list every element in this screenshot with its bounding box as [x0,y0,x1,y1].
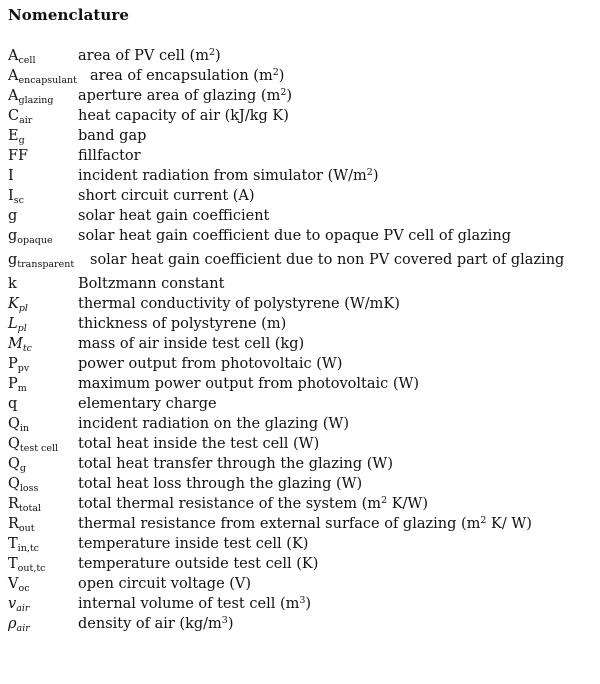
entry-definition [8,146,596,166]
definition-text: solar heat gain coefficient [78,208,270,224]
definition-text: internal volume of test cell (m [78,596,300,612]
unit-exponent: 2 [480,515,487,526]
nomenclature-entry [8,274,596,294]
entry-symbol [8,614,30,639]
nomenclature-entry [8,534,596,554]
symbol-base: g [8,208,18,224]
entry-definition [8,414,596,434]
symbol-base: g [8,252,18,268]
nomenclature-entry [8,594,596,614]
entry-definition [8,334,596,354]
nomenclature-entry [8,554,596,574]
nomenclature-entry [8,454,596,474]
symbol-subscript: pl [17,323,27,334]
definition-text: thickness of polystyrene (m) [78,316,287,332]
unit-exponent: 3 [299,595,306,606]
entry-definition [8,166,596,186]
symbol-subscript: total [18,503,41,514]
definition-text: area of encapsulation (m [90,68,273,84]
symbol-base: K [8,296,19,312]
entry-definition [8,86,596,106]
nomenclature-entry [8,206,596,226]
symbol-subscript: encapsulant [18,75,77,86]
symbol-subscript: transparent [17,259,75,270]
symbol-base: Q [8,476,20,492]
symbol-base: M [8,336,23,352]
nomenclature-entry [8,374,596,394]
nomenclature-entry [8,46,596,66]
symbol-subscript: test cell [19,443,59,454]
definition-text: fillfactor [78,148,141,164]
definition-tail: ) [305,596,312,612]
symbol-subscript: g [18,135,25,146]
symbol-base: A [8,48,19,64]
definition-text: solar heat gain coefficient due to non PV covered part of glazing [90,252,565,268]
nomenclature-entry [8,166,596,186]
nomenclature-entry [8,614,596,634]
symbol-subscript: m [17,383,27,394]
symbol-subscript: out,tc [17,563,46,574]
symbol-base: T [8,536,18,552]
definition-text: solar heat gain coefficient due to opaque PV cell of glazing [78,228,512,244]
definition-text: thermal conductivity of polystyrene (W/mK) [78,296,400,312]
nomenclature-entry [8,126,596,146]
entry-definition [8,514,596,534]
entry-symbol [8,146,28,166]
symbol-base: Q [8,416,20,432]
symbol-base: C [8,108,20,124]
entry-definition [8,274,596,294]
unit-exponent: 2 [366,167,373,178]
definition-text: total heat transfer through the glazing (W) [78,456,393,472]
symbol-subscript: cell [18,55,36,66]
symbol-subscript: pl [18,303,28,314]
entry-definition [8,66,596,86]
symbol-subscript: out [18,523,35,534]
definition-text: heat capacity of air (kJ/kg K) [78,108,289,124]
entry-definition [8,434,596,454]
symbol-base: T [8,556,18,572]
definition-text: power output from photovoltaic (W) [78,356,343,372]
nomenclature-entry [8,394,596,414]
unit-exponent: 3 [221,615,228,626]
entry-definition [8,126,596,146]
symbol-base: Q [8,436,20,452]
symbol-subscript: loss [19,483,39,494]
definition-tail: ) [372,168,379,184]
definition-text: open circuit voltage (V) [78,576,252,592]
symbol-base: A [8,68,19,84]
nomenclature-entry [8,106,596,126]
symbol-base: I [8,168,14,184]
entry-definition [8,394,596,414]
symbol-base: q [8,396,18,412]
nomenclature-entry [8,474,596,494]
entry-symbol [8,206,17,226]
nomenclature-entry [8,86,596,106]
definition-text: Boltzmann constant [78,276,225,292]
nomenclature-entry [8,146,596,166]
unit-exponent: 2 [208,47,215,58]
nomenclature-entry [8,314,596,334]
entry-definition [8,534,596,554]
definition-text: temperature inside test cell (K) [78,536,309,552]
symbol-subscript: tc [22,343,32,354]
entry-definition [8,186,596,206]
definition-text: total thermal resistance of the system (m [78,496,382,512]
nomenclature-entry [8,66,596,86]
unit-exponent: 2 [280,87,287,98]
definition-text: total heat loss through the glazing (W) [78,476,363,492]
entry-definition [8,250,596,270]
symbol-base: A [8,88,19,104]
symbol-base: R [8,516,19,532]
definition-text: incident radiation from simulator (W/m [78,168,367,184]
definition-tail: ) [227,616,234,632]
entry-symbol [8,166,14,186]
entry-symbol [8,250,74,275]
entry-definition [8,354,596,374]
entry-definition [8,226,596,246]
definition-text: area of PV cell (m [78,48,209,64]
definition-tail: K/ W) [486,516,532,532]
symbol-base: P [8,376,18,392]
nomenclature-entry [8,414,596,434]
unit-exponent: 2 [381,495,388,506]
entry-definition [8,454,596,474]
symbol-subscript: air [16,623,30,634]
definition-text: temperature outside test cell (K) [78,556,319,572]
symbol-subscript: opaque [17,235,53,246]
entry-definition [8,294,596,314]
nomenclature-entry [8,494,596,514]
entry-definition [8,614,596,634]
definition-text: total heat inside the test cell (W) [78,436,320,452]
nomenclature-entry [8,186,596,206]
unit-exponent: 2 [272,67,279,78]
entry-symbol [8,226,53,251]
symbol-base: I [8,188,14,204]
nomenclature-entry [8,250,596,270]
entry-definition [8,474,596,494]
nomenclature-entry [8,294,596,314]
definition-tail: K/W) [387,496,428,512]
definition-text: density of air (kg/m [78,616,222,632]
symbol-base: V [8,576,19,592]
symbol-subscript: air [19,115,33,126]
nomenclature-entry [8,354,596,374]
entry-definition [8,374,596,394]
symbol-base: g [8,228,18,244]
definition-tail: ) [286,88,293,104]
definition-text: thermal resistance from external surface of glazing (m [78,516,481,532]
definition-text: mass of air inside test cell (kg) [78,336,305,352]
definition-tail: ) [278,68,285,84]
symbol-base: Q [8,456,20,472]
nomenclature-entry [8,514,596,534]
symbol-base: v [8,596,17,612]
entry-definition [8,206,596,226]
symbol-subscript: air [16,603,30,614]
definition-text: maximum power output from photovoltaic (W) [78,376,420,392]
nomenclature-entry [8,434,596,454]
entry-definition [8,554,596,574]
entry-definition [8,574,596,594]
definition-text: short circuit current (A) [78,188,255,204]
symbol-base: ρ [8,616,17,632]
entry-symbol [8,274,17,294]
symbol-base: E [8,128,19,144]
symbol-subscript: g [19,463,26,474]
entry-definition [8,494,596,514]
section-heading: Nomenclature [8,6,130,24]
symbol-subscript: pv [17,363,30,374]
definition-tail: ) [215,48,221,64]
definition-text: band gap [78,128,147,144]
nomenclature-entry [8,226,596,246]
entry-definition [8,106,596,126]
nomenclature-list [8,46,596,634]
symbol-subscript: glazing [18,95,54,106]
symbol-base: R [8,496,19,512]
nomenclature-entry [8,334,596,354]
entry-definition [8,46,596,66]
definition-text: incident radiation on the glazing (W) [78,416,349,432]
entry-definition [8,594,596,614]
definition-text: aperture area of glazing (m [78,88,281,104]
symbol-subscript: in,tc [17,543,39,554]
symbol-base: L [8,316,18,332]
symbol-subscript: sc [13,195,24,206]
symbol-base: k [8,276,17,292]
symbol-subscript: oc [18,583,30,594]
nomenclature-entry [8,574,596,594]
symbol-base: FF [8,148,29,164]
entry-definition [8,314,596,334]
symbol-subscript: in [19,423,30,434]
entry-symbol [8,394,17,414]
symbol-base: P [8,356,18,372]
definition-text: elementary charge [78,396,217,412]
